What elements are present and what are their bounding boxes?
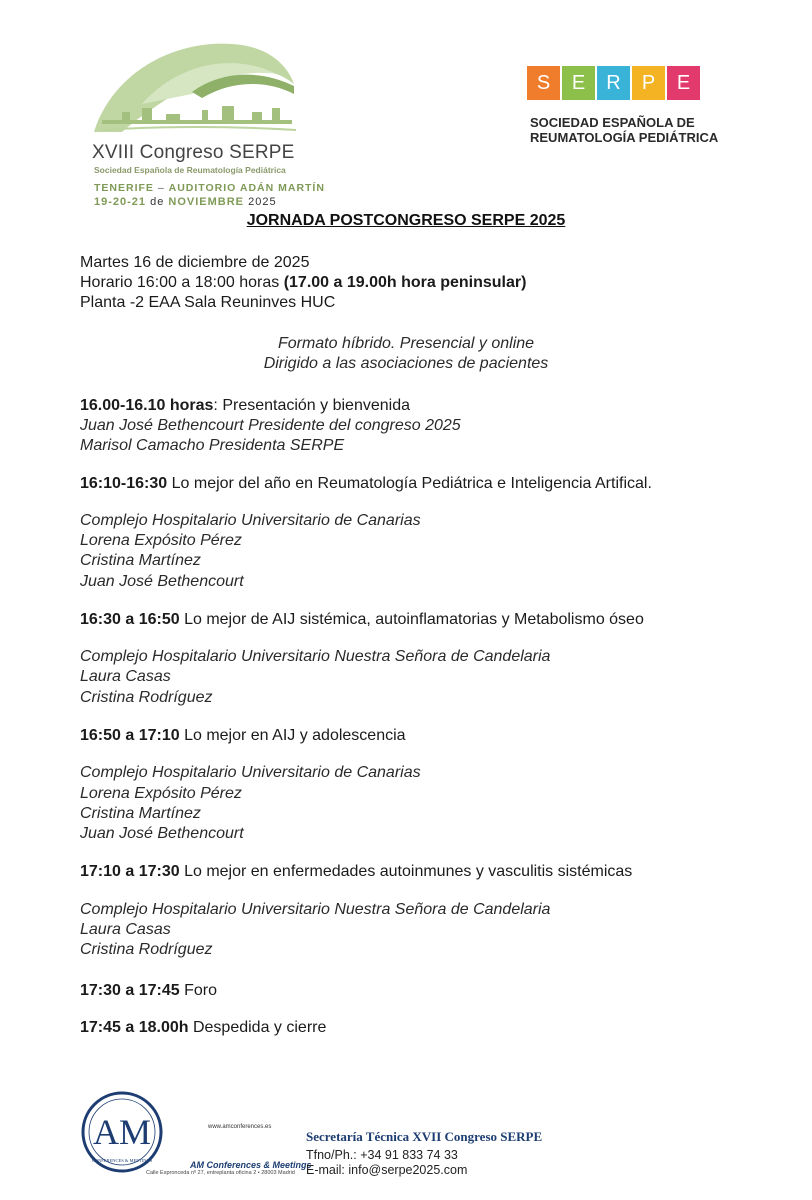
serpe-logo [527,66,717,156]
session-2-speaker: Cristina Martínez [80,552,201,569]
serpe-tile-p: P [632,66,665,100]
session-7-heading: 17:45 a 18.00h Despedida y cierre [80,1019,327,1036]
session-1-speaker: Marisol Camacho Presidenta SERPE [80,437,345,454]
congress-venue: TENERIFE – AUDITORIO ADÁN MARTÍN [94,182,325,194]
am-company-name: AM Conferences & Meetings [190,1160,312,1170]
session-4-speaker: Lorena Expósito Pérez [80,785,242,802]
congress-dates: 19-20-21 de NOVIEMBRE 2025 [94,196,277,208]
am-address: Calle Espronceda nº 27, entreplanta oficina 2 • 28003 Madrid [146,1170,295,1176]
auditorium-illustration-icon [82,34,312,144]
serpe-tile-e: E [562,66,595,100]
event-location: Planta -2 EAA Sala Reuninves HUC [80,294,336,311]
session-4-hospital: Complejo Hospitalario Universitario de Canarias [80,764,421,781]
session-3-speaker: Cristina Rodríguez [80,689,213,706]
am-conferences-logo [80,1090,164,1174]
congress-title: XVIII Congreso SERPE [92,142,295,163]
session-3-hospital: Complejo Hospitalario Universitario Nuestra Señora de Candelaria [80,648,551,665]
serpe-tile-r: R [597,66,630,100]
event-schedule: Horario 16:00 a 18:00 horas (17.00 a 19.00h hora peninsular) [80,274,527,291]
session-2-speaker: Juan José Bethencourt [80,573,244,590]
serpe-tile-e2: E [667,66,700,100]
session-5-hospital: Complejo Hospitalario Universitario Nuestra Señora de Candelaria [80,901,551,918]
serpe-letter-tiles [527,66,702,100]
am-monogram-icon [80,1090,164,1174]
session-1-heading: 16.00-16.10 horas: Presentación y bienvenida [80,397,410,414]
congress-subtitle: Sociedad Española de Reumatología Pediátrica [94,165,286,175]
session-4-heading: 16:50 a 17:10 Lo mejor en AIJ y adolescencia [80,727,406,744]
congress-logo [82,34,325,210]
am-website: www.amconferences.es [208,1124,272,1130]
session-2-heading: 16:10-16:30 Lo mejor del año en Reumatología Pediátrica e Inteligencia Artifical. [80,475,652,492]
session-2-speaker: Lorena Expósito Pérez [80,532,242,549]
event-audience: Dirigido a las asociaciones de pacientes [263,355,549,372]
session-3-heading: 16:30 a 16:50 Lo mejor de AIJ sistémica, autoinflamatorias y Metabolismo óseo [80,611,644,628]
contact-email: E-mail: info@serpe2025.com [306,1163,468,1177]
session-3-speaker: Laura Casas [80,668,171,685]
secretariat-title: Secretaría Técnica XVII Congreso SERPE [306,1129,543,1144]
am-monogram-text: AM [92,1112,152,1152]
session-5-heading: 17:10 a 17:30 Lo mejor en enfermedades autoinmunes y vasculitis sistémicas [80,863,633,880]
session-1-speaker: Juan José Bethencourt Presidente del congreso 2025 [80,417,461,434]
serpe-tile-s: S [527,66,560,100]
page-title: JORNADA POSTCONGRESO SERPE 2025 [246,212,566,229]
am-ring-text: CONFERENCES & MEETINGS [91,1158,153,1163]
session-4-speaker: Juan José Bethencourt [80,825,244,842]
contact-phone: Tfno/Ph.: +34 91 833 74 33 [306,1148,458,1162]
session-4-speaker: Cristina Martínez [80,805,201,822]
serpe-society-name: SOCIEDAD ESPAÑOLA DE REUMATOLOGÍA PEDIÁTRICA [530,115,719,145]
session-5-speaker: Laura Casas [80,921,171,938]
session-6-heading: 17:30 a 17:45 Foro [80,982,217,999]
session-5-speaker: Cristina Rodríguez [80,941,213,958]
session-2-hospital: Complejo Hospitalario Universitario de Canarias [80,512,421,529]
event-format: Formato híbrido. Presencial y online [277,335,535,352]
event-date: Martes 16 de diciembre de 2025 [80,254,310,271]
